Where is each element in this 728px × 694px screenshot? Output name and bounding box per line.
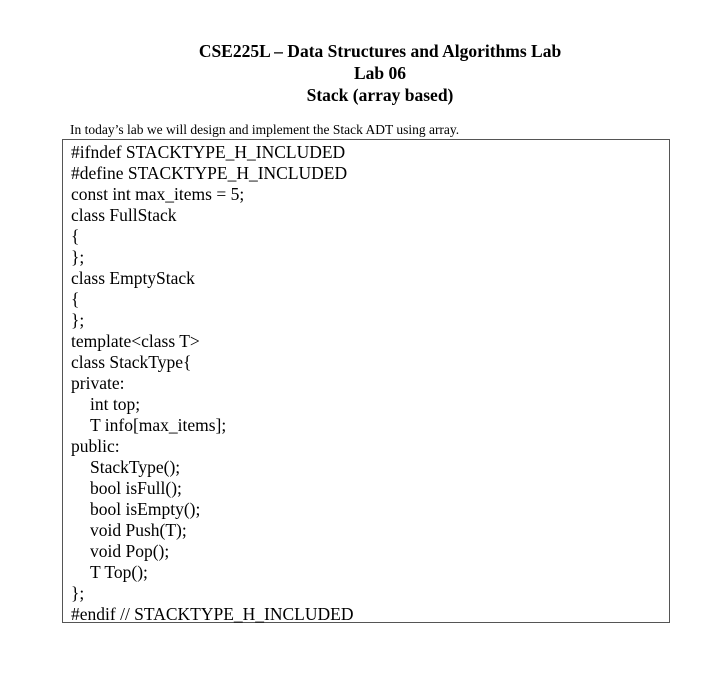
lab-topic: Stack (array based) (306, 85, 454, 105)
code-line: }; (71, 247, 85, 267)
code-line: template<class T> (71, 331, 200, 351)
code-line: { (71, 289, 80, 309)
code-line: }; (71, 583, 85, 603)
code-line: #define STACKTYPE_H_INCLUDED (71, 163, 348, 183)
code-line: T info[max_items]; (90, 415, 227, 435)
code-line: { (71, 226, 80, 246)
code-line: class EmptyStack (71, 268, 195, 288)
code-line: class FullStack (71, 205, 177, 225)
code-line: bool isFull(); (90, 478, 182, 498)
document-header (0, 40, 728, 106)
code-line: void Push(T); (90, 520, 187, 540)
code-line: bool isEmpty(); (90, 499, 201, 519)
code-line: #ifndef STACKTYPE_H_INCLUDED (71, 142, 346, 162)
code-line: class StackType{ (71, 352, 192, 372)
code-line: void Pop(); (90, 541, 170, 561)
code-line: int top; (90, 394, 141, 414)
code-listing (62, 139, 670, 623)
code-line: }; (71, 310, 85, 330)
code-line: #endif // STACKTYPE_H_INCLUDED (71, 604, 354, 624)
lab-number: Lab 06 (353, 63, 407, 83)
code-line: T Top(); (90, 562, 148, 582)
code-line: public: (71, 436, 120, 456)
intro-text: In today’s lab we will design and implement the Stack ADT using array. (70, 122, 460, 137)
code-line: const int max_items = 5; (71, 184, 245, 204)
code-line: private: (71, 373, 125, 393)
code-line: StackType(); (90, 457, 181, 477)
course-title: CSE225L – Data Structures and Algorithms Lab (198, 41, 562, 61)
